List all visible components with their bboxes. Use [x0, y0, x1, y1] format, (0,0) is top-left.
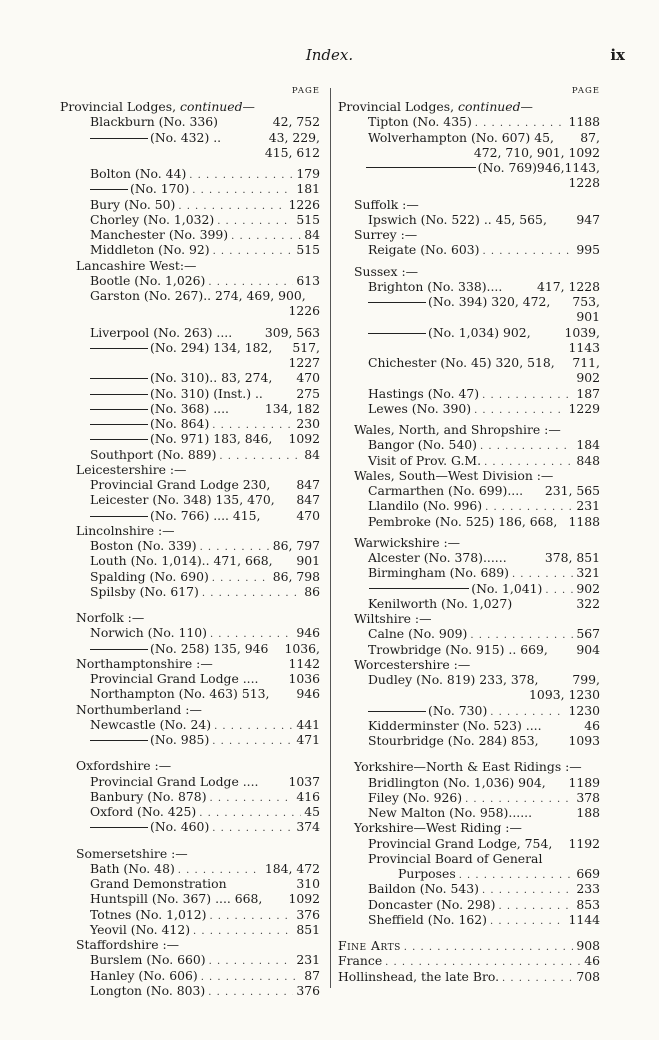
entry-label: Kenilworth (No. 1,027): [368, 595, 513, 611]
entry-label: (No. 971) 183, 846,: [90, 431, 272, 446]
entry-label: Norwich (No. 110): [90, 625, 207, 641]
entry-pages: 1092: [288, 431, 320, 447]
entry-pages: 908: [576, 938, 600, 953]
index-entry: [338, 912, 600, 927]
index-entry: [60, 492, 320, 507]
entry-label: (No. 310) (Inst.) ..: [90, 386, 263, 401]
entry-label: (No. 985): [90, 732, 209, 747]
entry-pages: 376: [296, 982, 320, 998]
entry-pages: 1192: [568, 835, 600, 851]
entry-pages: 86, 797: [272, 538, 320, 553]
county-heading: Surrey :—: [354, 227, 418, 242]
county-heading: Lancashire West:—: [76, 257, 197, 273]
entry-label: (No. 1,041): [471, 580, 543, 596]
index-entry: [338, 866, 600, 881]
entry-label: Garston (No. 267).. 274, 469, 900,: [90, 288, 306, 303]
index-entry: [60, 227, 320, 242]
index-entry: [60, 386, 320, 401]
entry-label: Provincial Grand Lodge ....: [90, 671, 259, 686]
entry-label: Visit of Prov. G.M.: [368, 452, 482, 468]
entry-pages: 87,: [580, 129, 600, 145]
index-entry: [60, 416, 320, 431]
county-heading: Warwickshire :—: [354, 534, 461, 550]
entry-label: (No. 394) 320, 472,: [368, 294, 550, 309]
index-entry: [338, 642, 600, 657]
entry-pages: 233: [576, 881, 600, 897]
index-entry: [60, 907, 320, 922]
entry-pages: 46: [584, 953, 600, 969]
index-entry: [60, 732, 320, 747]
entry-label: Trowbridge (No. 915) .. 669,: [368, 641, 548, 657]
entry-label: Fine Arts: [338, 938, 401, 953]
entry-pages: 84: [304, 446, 320, 462]
index-entry: [338, 881, 600, 896]
entry-pages: 134, 182: [264, 400, 320, 416]
entry-label: Carmarthen (No. 699)....: [368, 483, 524, 498]
entry-label: Yeovil (No. 412): [90, 921, 191, 937]
entry-label: Alcester (No. 378)......: [368, 550, 507, 565]
entry-pages: 1093: [568, 733, 600, 748]
index-entry: [60, 819, 320, 834]
index-entry: [60, 891, 320, 906]
index-entry: [60, 242, 320, 257]
entry-label: (No. 258) 135, 946: [90, 641, 268, 656]
entry-continuation: 472, 710, 901, 1092: [473, 144, 600, 160]
entry-label: Bootle (No. 1,026): [90, 272, 206, 288]
entry-pages: 1229: [568, 400, 600, 416]
entry-pages: 378: [576, 789, 600, 805]
entry-label: (No. 460): [90, 819, 209, 834]
index-entry: [60, 288, 320, 303]
entry-label: Calne (No. 909): [368, 626, 468, 642]
entry-pages: 231, 565: [544, 483, 600, 498]
entry-label: Bolton (No. 44): [90, 166, 187, 181]
entry-pages: 1037: [288, 773, 320, 789]
entry-label: (No. 170): [90, 181, 189, 196]
index-entry: [338, 401, 600, 416]
entry-label: Birmingham (No. 689): [368, 565, 509, 581]
entry-label: Boston (No. 339): [90, 538, 197, 553]
entry-pages: 1036: [288, 671, 320, 686]
entry-pages: 1230: [568, 702, 600, 718]
entry-label: Spilsby (No. 617): [90, 583, 199, 599]
entry-pages: 901: [296, 553, 320, 569]
index-entry: [60, 983, 320, 998]
entry-pages: 374: [296, 819, 320, 835]
entry-pages: 441: [296, 716, 320, 732]
county-heading: Worcestershire :—: [354, 656, 471, 672]
county-heading: Wales, South—West Division :—: [354, 467, 554, 483]
entry-label: Oxford (No. 425): [90, 804, 197, 819]
entry-pages: 84: [304, 227, 320, 242]
entry-label: Pembroke (No. 525) 186, 668,: [368, 513, 558, 529]
entry-label: Llandilo (No. 996): [368, 498, 483, 514]
entry-label: Provincial Grand Lodge 230,: [90, 477, 271, 492]
entry-label: Louth (No. 1,014).. 471, 668,: [90, 553, 273, 569]
county-heading: Yorkshire—West Riding :—: [354, 820, 522, 836]
index-entry: [60, 325, 320, 340]
index-entry: [60, 273, 320, 288]
index-entry: [60, 584, 320, 599]
index-entry: [60, 181, 320, 196]
index-entry: [338, 953, 600, 968]
entry-pages: 946: [296, 686, 320, 702]
entry-label: Wolverhampton (No. 607) 45,: [368, 129, 554, 145]
entry-label: (No. 766) .... 415,: [90, 508, 261, 523]
index-entry: [60, 641, 320, 656]
index-entry: [338, 279, 600, 294]
entry-pages: 46: [584, 717, 600, 733]
entry-pages: 470: [296, 507, 320, 523]
entry-pages: 322: [576, 595, 600, 611]
entry-pages: 708: [576, 968, 600, 984]
county-heading: Northumberland :—: [76, 701, 202, 717]
index-entry: [338, 790, 600, 805]
index-column-right: [338, 84, 600, 984]
entry-label: Spalding (No. 690): [90, 568, 209, 584]
entry-pages: 711,: [572, 355, 600, 370]
county-heading: Sussex :—: [354, 263, 419, 279]
county-heading: Suffolk :—: [354, 196, 419, 212]
entry-label: Liverpool (No. 263) ....: [90, 324, 233, 340]
index-entry: [338, 160, 600, 175]
index-entry: [338, 498, 600, 513]
entry-pages: 321: [576, 565, 600, 581]
entry-pages: 1036,: [284, 640, 320, 656]
index-entry: [60, 671, 320, 686]
index-entry: [338, 581, 600, 596]
entry-label: Sheffield (No. 162): [368, 911, 488, 927]
entry-label: (No. 368) ....: [90, 401, 229, 416]
entry-label: Provincial Board of General: [368, 850, 543, 866]
entry-pages: 515: [296, 242, 320, 258]
entry-pages: 43, 229,: [268, 129, 320, 145]
entry-pages: 1189: [568, 774, 600, 790]
entry-label: Hastings (No. 47): [368, 385, 480, 401]
index-entry: [60, 717, 320, 732]
entry-continuation: 1227: [288, 355, 320, 370]
index-entry: [60, 686, 320, 701]
county-heading: Norfolk :—: [76, 610, 145, 625]
group-title: Provincial Lodges,: [338, 99, 455, 114]
county-heading: Wales, North, and Shropshire :—: [354, 422, 561, 437]
index-entry: [338, 130, 600, 145]
entry-pages: 669: [576, 866, 600, 881]
index-entry: [338, 212, 600, 227]
entry-pages: 847: [296, 492, 320, 508]
index-entry: [338, 437, 600, 452]
running-title: Index.: [305, 46, 354, 64]
index-entry: [60, 508, 320, 523]
entry-label: Brighton (No. 338)....: [368, 278, 503, 294]
entry-label: Banbury (No. 878): [90, 788, 207, 804]
entry-label: Bangor (No. 540): [368, 437, 478, 453]
entry-pages: 275: [296, 385, 320, 401]
entry-label: (No. 1,034) 902,: [368, 325, 531, 340]
entry-pages: 1144: [568, 911, 600, 927]
entry-label: Grand Demonstration: [90, 876, 227, 891]
index-entry: [338, 626, 600, 641]
entry-continuation: 1093, 1230: [529, 687, 600, 703]
index-entry: [338, 938, 600, 953]
index-entry: [60, 166, 320, 181]
entry-label: Filey (No. 926): [368, 789, 463, 805]
entry-label: (No. 769)946,1143,: [477, 160, 600, 175]
entry-pages: 947: [576, 211, 600, 227]
index-entry: [60, 625, 320, 640]
page-number: ix: [610, 46, 625, 64]
index-column-left: [60, 84, 320, 998]
entry-label: (No. 432) ..: [90, 130, 221, 145]
index-entry: [338, 596, 600, 611]
index-entry: [60, 553, 320, 568]
entry-pages: 86, 798: [272, 568, 320, 584]
entry-pages: 309, 563: [264, 324, 320, 340]
index-entry: [60, 431, 320, 446]
entry-pages: 181: [296, 181, 320, 197]
entry-pages: 904: [576, 641, 600, 657]
entry-pages: 799,: [572, 672, 600, 687]
entry-pages: 416: [296, 788, 320, 804]
index-entry: [338, 703, 600, 718]
index-entry: [338, 325, 600, 340]
index-entry: [338, 836, 600, 851]
index-entry: [338, 355, 600, 370]
entry-label: New Malton (No. 958)......: [368, 805, 533, 820]
entry-label: Bridlington (No. 1,036) 904,: [368, 774, 546, 790]
entry-pages: 42, 752: [272, 114, 320, 130]
index-entry: [60, 922, 320, 937]
entry-label: Burslem (No. 660): [90, 952, 206, 968]
entry-label: Northampton (No. 463) 513,: [90, 686, 270, 702]
index-entry: [60, 130, 320, 145]
entry-pages: 1188: [568, 513, 600, 529]
index-entry: [60, 876, 320, 891]
index-entry: [60, 114, 320, 129]
county-heading: Yorkshire—North & East Ridings :—: [354, 759, 582, 775]
entry-label: Bath (No. 48): [90, 860, 175, 876]
entry-label: Northamptonshire :—: [76, 655, 213, 671]
page-column-label: PAGE: [571, 86, 600, 96]
entry-label: Dudley (No. 819) 233, 378,: [368, 672, 539, 687]
index-entry: [338, 733, 600, 748]
index-entry: [338, 897, 600, 912]
county-heading: Leicestershire :—: [76, 461, 187, 477]
entry-label: Hollinshead, the late Bro.: [338, 968, 500, 984]
entry-label: Stourbridge (No. 284) 853,: [368, 733, 539, 748]
entry-label: Manchester (No. 399): [90, 227, 229, 242]
entry-pages: 517,: [292, 339, 320, 355]
entry-pages: 902: [576, 580, 600, 596]
entry-label: Lewes (No. 390): [368, 400, 472, 416]
index-entry: [338, 718, 600, 733]
entry-label: Bury (No. 50): [90, 196, 176, 212]
county-heading: Lincolnshire :—: [76, 522, 175, 538]
entry-label: Baildon (No. 543): [368, 881, 480, 897]
entry-continuation: 1226: [288, 303, 320, 319]
entry-pages: 87: [304, 967, 320, 983]
entry-pages: 378, 851: [544, 550, 600, 565]
index-entry: [338, 565, 600, 580]
entry-pages: 567: [576, 626, 600, 642]
page-header: [0, 46, 659, 70]
entry-label: Middleton (No. 92): [90, 242, 210, 258]
entry-pages: 753,: [572, 294, 600, 309]
entry-pages: 187: [576, 385, 600, 401]
entry-continuation: 1143: [568, 339, 600, 355]
entry-label: (No. 730): [368, 703, 487, 718]
index-entry: [60, 538, 320, 553]
index-entry: [60, 340, 320, 355]
entry-pages: 310: [296, 876, 320, 891]
entry-pages: 1142: [288, 655, 320, 671]
index-entry: [60, 968, 320, 983]
entry-pages: 515: [296, 211, 320, 227]
county-heading: Staffordshire :—: [76, 937, 180, 952]
index-entry: [338, 114, 600, 129]
entry-label: (No. 310).. 83, 274,: [90, 370, 272, 385]
group-continued: continued—: [180, 99, 255, 114]
column-divider: [330, 88, 331, 988]
entry-label: Tipton (No. 435): [368, 114, 472, 130]
index-entry: [60, 569, 320, 584]
index-entry: [338, 242, 600, 257]
entry-label: Provincial Grand Lodge, 754,: [368, 835, 553, 851]
index-entry: [338, 453, 600, 468]
group-continued: continued—: [458, 99, 533, 114]
index-entry: [338, 775, 600, 790]
entry-pages: 179: [296, 166, 320, 181]
entry-label: Kidderminster (No. 523) ....: [368, 717, 542, 733]
entry-label: Leicester (No. 348) 135, 470,: [90, 492, 275, 508]
entry-pages: 1226: [288, 196, 320, 212]
entry-pages: 1092: [288, 891, 320, 907]
index-entry: [338, 386, 600, 401]
entry-label: France: [338, 953, 383, 969]
index-entry: [60, 656, 320, 671]
index-entry: [338, 514, 600, 529]
entry-pages: 1039,: [564, 324, 600, 340]
county-heading: Somersetshire :—: [76, 845, 188, 861]
index-entry: [60, 197, 320, 212]
entry-label: Newcastle (No. 24): [90, 716, 212, 732]
group-heading: [60, 99, 320, 114]
entry-label: (No. 864): [90, 416, 209, 431]
entry-label: Hanley (No. 606): [90, 967, 198, 983]
entry-continuation: 901: [576, 309, 600, 325]
entry-pages: 184, 472: [264, 860, 320, 876]
entry-label: (No. 294) 134, 182,: [90, 340, 272, 355]
entry-pages: 376: [296, 906, 320, 922]
entry-label: Chorley (No. 1,032): [90, 211, 215, 227]
group-title: Provincial Lodges,: [60, 99, 177, 114]
county-heading: Wiltshire :—: [354, 611, 432, 626]
entry-pages: 1188: [568, 114, 600, 130]
entry-label: Chichester (No. 45) 320, 518,: [368, 355, 555, 370]
entry-label: Southport (No. 889): [90, 446, 217, 462]
index-entry: [338, 969, 600, 984]
entry-label: Huntspill (No. 367) .... 668,: [90, 891, 263, 907]
entry-label: Blackburn (No. 336): [90, 114, 218, 130]
entry-pages: 230: [296, 416, 320, 431]
index-entry: [60, 952, 320, 967]
entry-continuation: 415, 612: [264, 144, 320, 160]
group-heading: [338, 99, 600, 114]
index-entry: [338, 294, 600, 309]
entry-pages: 853: [576, 896, 600, 912]
entry-label: Reigate (No. 603): [368, 242, 480, 258]
entry-pages: 184: [576, 437, 600, 453]
entry-pages: 188: [576, 805, 600, 820]
index-entry: [338, 483, 600, 498]
entry-pages: 86: [304, 583, 320, 599]
entry-pages: 45: [304, 804, 320, 819]
entry-label: Longton (No. 803): [90, 982, 206, 998]
index-entry: [60, 789, 320, 804]
index-entry: [60, 447, 320, 462]
entry-pages: 851: [296, 921, 320, 937]
entry-label: Purposes: [398, 866, 456, 881]
entry-pages: 417, 1228: [536, 278, 600, 294]
index-entry: [60, 774, 320, 789]
page-column-label: PAGE: [291, 86, 320, 96]
entry-pages: 470: [296, 370, 320, 386]
index-entry: [60, 212, 320, 227]
index-entry: [338, 550, 600, 565]
entry-continuation: 902: [576, 370, 600, 386]
entry-label: Totnes (No. 1,012): [90, 906, 207, 922]
entry-pages: 231: [576, 498, 600, 514]
entry-pages: 848: [576, 452, 600, 468]
entry-pages: 613: [296, 272, 320, 288]
entry-label: Ipswich (No. 522) .. 45, 565,: [368, 211, 547, 227]
entry-pages: 995: [576, 242, 600, 258]
index-entry: [60, 401, 320, 416]
entry-pages: 231: [296, 952, 320, 968]
index-entry: [60, 804, 320, 819]
index-entry: [60, 370, 320, 385]
index-entry: [60, 477, 320, 492]
index-entry: [338, 672, 600, 687]
entry-continuation: 1228: [568, 175, 600, 191]
entry-pages: 471: [296, 732, 320, 747]
entry-pages: 946: [296, 625, 320, 641]
entry-label: Doncaster (No. 298): [368, 896, 496, 912]
entry-label: Provincial Grand Lodge ....: [90, 773, 259, 789]
index-entry: [338, 805, 600, 820]
county-heading: Oxfordshire :—: [76, 758, 172, 774]
entry-pages: 847: [296, 477, 320, 492]
index-entry: [60, 861, 320, 876]
